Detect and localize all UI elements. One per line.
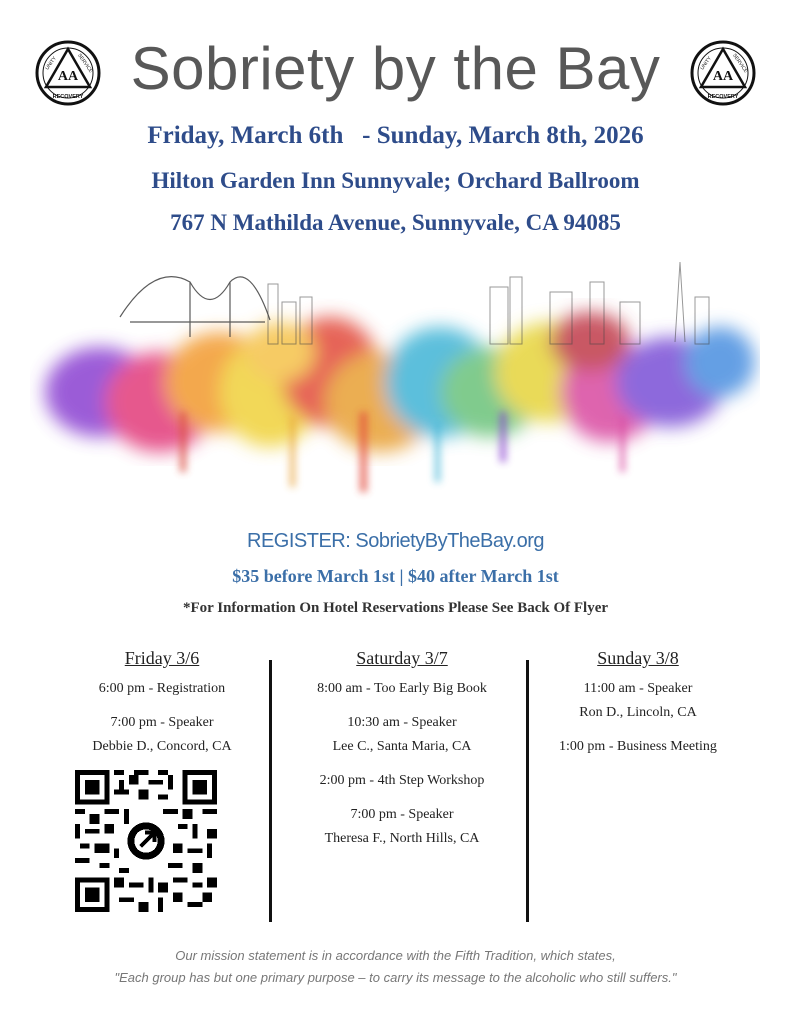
day-heading-saturday: Saturday 3/7 (356, 648, 448, 668)
column-divider (269, 660, 272, 922)
event-line: 8:00 am - Too Early Big Book (317, 681, 487, 696)
svg-text:SERVICE: SERVICE (731, 52, 749, 75)
svg-text:RECOVERY: RECOVERY (707, 94, 739, 100)
event-line: 1:00 pm - Business Meeting (559, 739, 717, 754)
event-address: 767 N Mathilda Avenue, Sunnyvale, CA 94085 (170, 210, 621, 235)
mission-statement-line-1: Our mission statement is in accordance with the Fifth Tradition, which states, (175, 948, 616, 963)
event-line: Lee C., Santa Maria, CA (332, 739, 472, 754)
event-line: Ron D., Lincoln, CA (579, 705, 697, 720)
event-line: Theresa F., North Hills, CA (324, 831, 480, 846)
event-line: 7:00 pm - Speaker (350, 807, 454, 822)
register-link[interactable]: REGISTER: SobrietyByTheBay.org (247, 530, 544, 552)
schedule-sunday (518, 648, 758, 759)
event-line: 6:00 pm - Registration (98, 681, 226, 696)
event-line: Debbie D., Concord, CA (92, 739, 232, 754)
svg-text:UNITY: UNITY (44, 55, 58, 72)
svg-text:UNITY: UNITY (699, 55, 713, 72)
pricing-text: $35 before March 1st | $40 after March 1st (232, 566, 559, 586)
event-line: 7:00 pm - Speaker (110, 715, 214, 730)
day-heading-friday: Friday 3/6 (124, 648, 200, 668)
day-heading-sunday: Sunday 3/8 (597, 648, 679, 668)
event-dates: Friday, March 6th - Sunday, March 8th, 2026 (147, 122, 644, 149)
event-line: 10:30 am - Speaker (347, 715, 457, 730)
aa-logo-left-text: AA (57, 69, 79, 84)
schedule-saturday (282, 648, 522, 851)
hotel-note: *For Information On Hotel Reservations Please See Back Of Flyer (182, 600, 609, 616)
page-title: Sobriety by the Bay (130, 35, 661, 102)
qr-code-icon[interactable] (75, 770, 217, 912)
event-line: 11:00 am - Speaker (583, 681, 693, 696)
watercolor-skyline-image (30, 242, 760, 522)
mission-statement-line-2: "Each group has but one primary purpose – to carry its message to the alcoholic who still suffers." (114, 970, 677, 985)
schedule-friday (42, 648, 282, 759)
svg-text:SERVICE: SERVICE (76, 52, 94, 75)
event-line: 2:00 pm - 4th Step Workshop (319, 773, 485, 788)
event-venue: Hilton Garden Inn Sunnyvale; Orchard Ballroom (151, 168, 640, 193)
aa-logo-right-text: AA (712, 69, 734, 84)
svg-text:RECOVERY: RECOVERY (52, 94, 84, 100)
